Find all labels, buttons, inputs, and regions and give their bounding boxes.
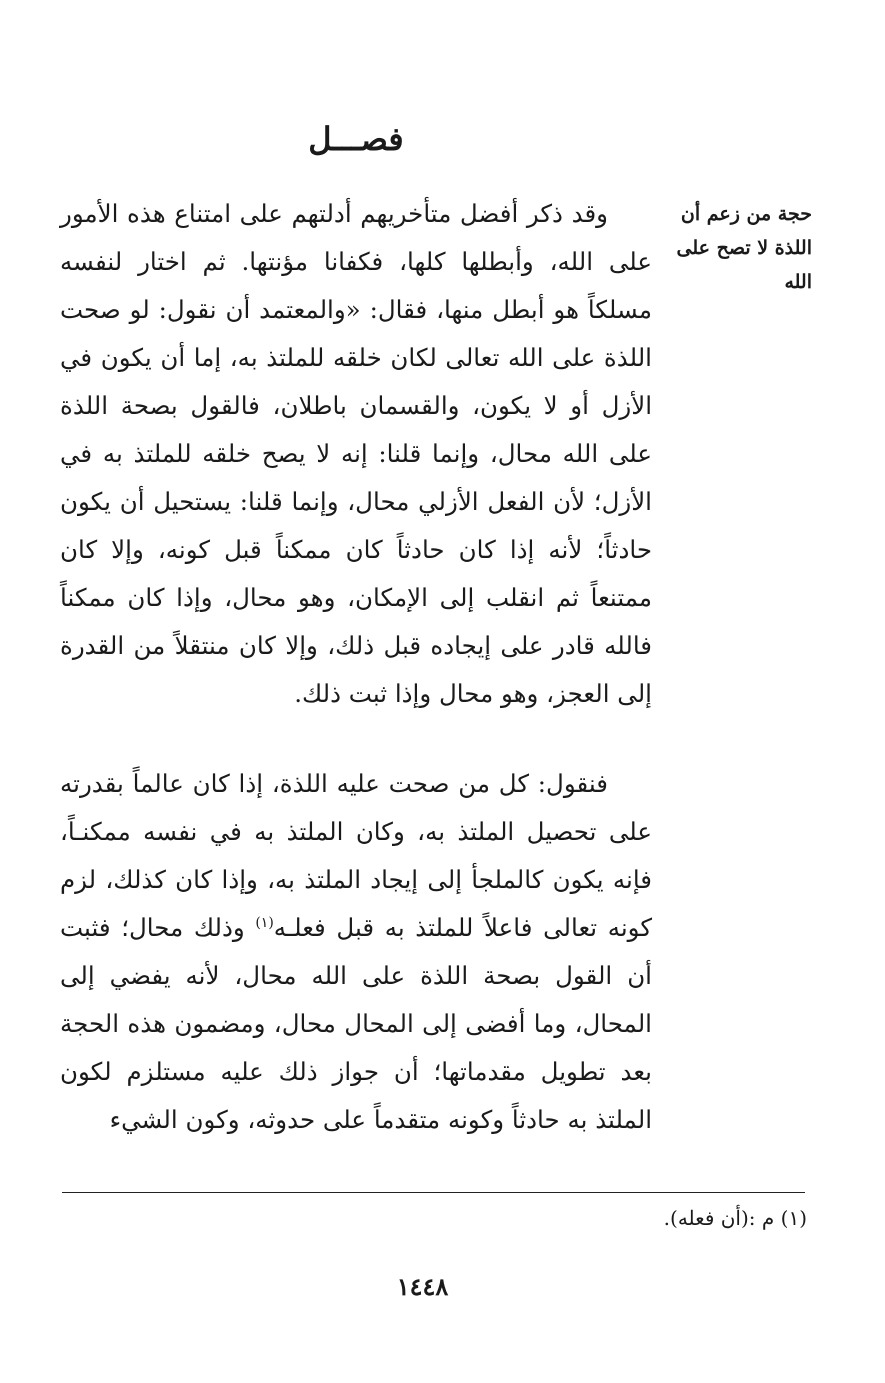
footnote-divider	[62, 1192, 805, 1193]
paragraph-2	[60, 760, 652, 1144]
footnote-reference: (١)	[255, 914, 274, 931]
paragraph-2-text-before: فنقول: كل من صحت عليه اللذة، إذا كان عالماً بقدرته على تحصيل الملتذ به، وكان الملتذ به في نفسه ممكنـاً، فإنه يكون كالملجأ إلى إيجاد الملتذ به، وإذا كان كذلك، لزم كونه تعالى فاعلاً للملتذ به قبل فعلـه	[60, 769, 652, 942]
margin-note: حجة من زعم أن اللذة لا تصح على الله	[676, 203, 812, 293]
paragraph-2-text-after: وذلك محال؛ فثبت أن القول بصحة اللذة على الله محال، لأنه يفضي إلى المحال، وما أفضى إلى المحال محال، ومضمون هذه الحجة بعد تطويل مقدماتها؛ أن جواز ذلك عليه مستلزم لكون الملتذ به حادثاً وكونه متقدماً على حدوثه، وكون الشيء	[60, 913, 652, 1134]
page-number: ١٤٤٨	[396, 1272, 449, 1301]
main-text	[60, 190, 652, 1144]
footnote: (١) م :(أن فعله).	[663, 1206, 807, 1230]
paragraph-1: وقد ذكر أفضل متأخريهم أدلتهم على امتناع هذه الأمور على الله، وأبطلها كلها، فكفانا مؤنتها. ثم اختار لنفسه مسلكاً هو أبطل منها، فقال: «والمعتمد أن نقول: لو صحت اللذة على الله تعالى لكان خلقه للملتذ به، إما أن يكون في الأزل أو لا يكون، والقسمان باطلان، فالقول بصحة اللذة على الله محال، وإنما قلنا: إنه لا يصح خلقه للملتذ به في الأزل؛ لأن الفعل الأزلي محال، وإنما قلنا: يستحيل أن يكون حادثاً؛ لأنه إذا كان حادثاً كان ممكناً قبل كونه، وإلا كان ممتنعاً ثم انقلب إلى الإمكان، وهو محال، وإذا كان ممكناً فالله قادر على إيجاده قبل ذلك، وإلا كان منتقلاً من القدرة إلى العجز، وهو محال وإذا ثبت ذلك.	[60, 199, 652, 708]
section-heading: فصـــل	[308, 120, 404, 158]
